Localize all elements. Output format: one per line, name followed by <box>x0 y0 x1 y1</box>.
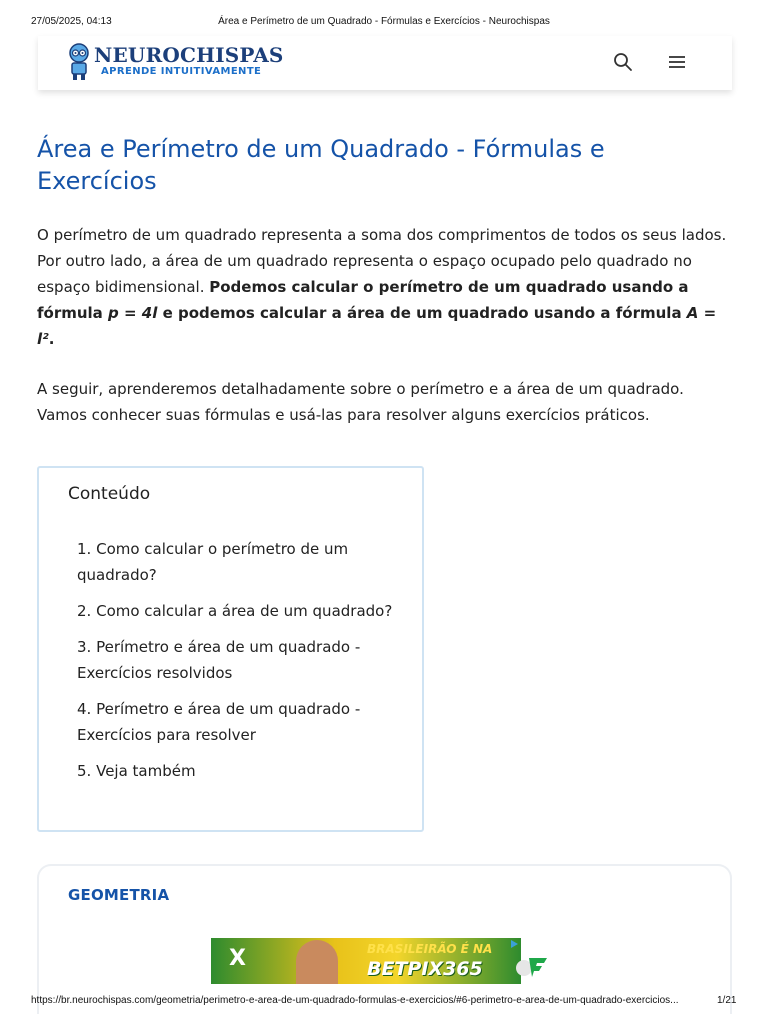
toc-list <box>77 536 397 794</box>
toc-item-number: 3. <box>77 638 92 656</box>
brand-name[interactable]: NEUROCHISPAS <box>94 43 284 67</box>
search-icon[interactable] <box>612 51 634 73</box>
print-url: https://br.neurochispas.com/geometria/perimetro-e-area-de-um-quadrado-formulas-e-exercicios/#6-perimetro-e-area-de-um-quadrado-exercicios... <box>31 995 679 1006</box>
print-header <box>0 16 768 30</box>
ad-brand: BETPIX365 <box>367 958 483 980</box>
article-title: Área e Perímetro de um Quadrado - Fórmulas e Exercícios <box>37 135 605 195</box>
print-date: 27/05/2025, 04:13 <box>31 16 112 27</box>
hamburger-menu-icon[interactable] <box>666 51 688 73</box>
print-footer <box>0 995 768 1009</box>
toc-item-label[interactable]: Como calcular o perímetro de um quadrado? <box>77 540 349 584</box>
print-page-title: Área e Perímetro de um Quadrado - Fórmulas e Exercícios - Neurochispas <box>218 16 550 27</box>
toc-title: Conteúdo <box>68 484 151 504</box>
intro-bold-area: e podemos calcular a área de um quadrado usando a fórmula <box>157 304 687 322</box>
site-header <box>38 36 732 90</box>
toc-item-label[interactable]: Perímetro e área de um quadrado - Exercícios para resolver <box>77 700 361 744</box>
toc-item[interactable] <box>77 758 397 784</box>
toc-item[interactable] <box>77 536 397 588</box>
ad-choices-icon[interactable] <box>509 939 519 949</box>
toc-item-label[interactable]: Veja também <box>96 762 196 780</box>
intro-paragraph <box>37 222 727 352</box>
toc-item-number: 4. <box>77 700 92 718</box>
ad-person-image <box>296 940 338 984</box>
area-formula: A = l² <box>37 304 717 348</box>
toc-item-label[interactable]: Perímetro e área de um quadrado - Exercícios resolvidos <box>77 638 361 682</box>
advertisement-banner[interactable] <box>211 938 521 984</box>
toc-item-label[interactable]: Como calcular a área de um quadrado? <box>96 602 393 620</box>
toc-item[interactable] <box>77 634 397 686</box>
neurochispas-logo-icon[interactable] <box>64 42 94 82</box>
intro-text: O perímetro de um quadrado representa a soma dos comprimentos de todos os seus lados. Por outro lado, a área de um quadrado representa o espaço ocupado pelo quadrado no espaço bidimensional. <box>37 226 727 296</box>
ad-mark: X <box>229 946 246 971</box>
print-page-number: 1/21 <box>717 995 737 1006</box>
toc-item-number: 5. <box>77 762 92 780</box>
toc-item[interactable] <box>77 696 397 748</box>
followup-paragraph: A seguir, aprenderemos detalhadamente sobre o perímetro e a área de um quadrado. Vamos conhecer suas fórmulas e usá-las para resolver alguns exercícios práticos. <box>37 380 684 424</box>
toc-item-number: 1. <box>77 540 92 558</box>
table-of-contents <box>37 466 424 832</box>
brand-tagline: APRENDE INTUITIVAMENTE <box>101 66 262 77</box>
intro-bold-perimeter: Podemos calcular o perímetro de um quadrado usando a fórmula <box>37 278 689 322</box>
intro-end: . <box>48 330 55 348</box>
toc-item-number: 2. <box>77 602 92 620</box>
perimeter-formula: p = 4l <box>108 304 158 322</box>
ad-headline: BRASILEIRÃO É NA <box>367 942 493 956</box>
category-label[interactable]: GEOMETRIA <box>68 886 170 904</box>
freestar-logo-icon <box>525 954 551 980</box>
toc-item[interactable] <box>77 598 397 624</box>
